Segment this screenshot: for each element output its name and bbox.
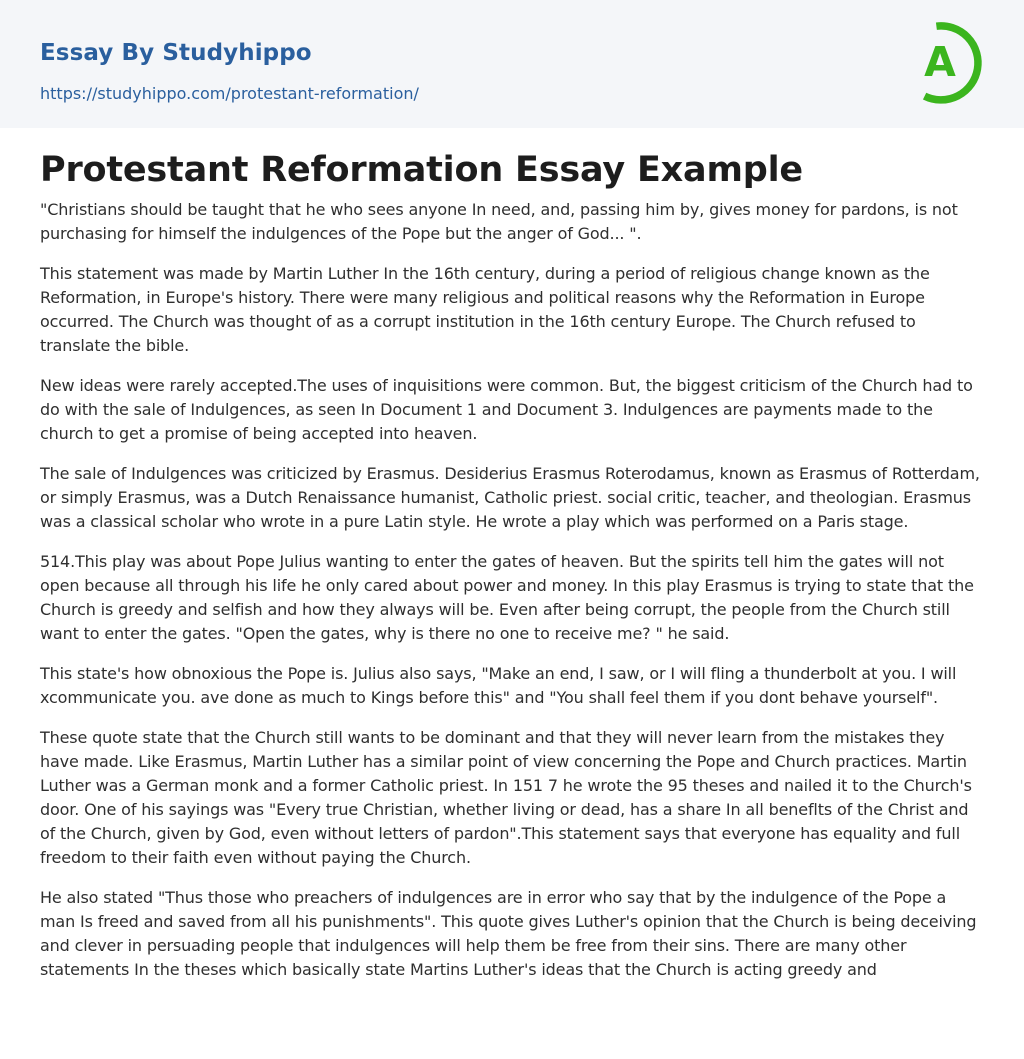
studyhippo-logo[interactable] [910,18,988,108]
logo-a-icon [910,18,988,108]
paragraph-5: 514.This play was about Pope Julius wanting to enter the gates of heaven. But the spirits tell him the gates will not open because all through his life he only cared about power and money. In this play Erasmus is trying to state that the Church is greedy and selfish and how they always will be. Even after being corrupt, the people from the Church still want to enter the gates. "Open the gates, why is there no one to receive me? " he said. [40,552,974,643]
site-header [0,0,1024,128]
paragraph-7: These quote state that the Church still wants to be dominant and that they will never learn from the mistakes they have made. Like Erasmus, Martin Luther has a similar point of view concerning the Pope and Church practices. Martin Luther was a German monk and a former Catholic priest. In 151 7 he wrote the 95 theses and nailed it to the Church's door. One of his sayings was "Every true Christian, whether living or dead, has a share In all beneflts of the Christ and of the Church, given by God, even without letters of pardon".This statement says that everyone has equality and full freedom to their faith even without paying the Church. [40,728,972,867]
paragraph-1: "Christians should be taught that he who sees anyone In need, and, passing him by, gives money for pardons, is not purchasing for himself the indulgences of the Pope but the anger of God... ". [40,200,958,243]
paragraph-8: He also stated "Thus those who preachers of indulgences are in error who say that by the indulgence of the Pope a man Is freed and saved from all his punishments". This quote gives Luther's opinion that the Church is being deceiving and clever in persuading people that indulgences will help them be free from their sins. There are many other statements In the theses which basically state Martins Luther's ideas that the Church is acting greedy and [40,888,977,979]
brand-title[interactable]: Essay By Studyhippo [40,40,312,66]
page-title: Protestant Reformation Essay Example [40,150,803,190]
paragraph-6: This state's how obnoxious the Pope is. Julius also says, "Make an end, I saw, or I will fling a thunderbolt at you. I will xcommunicate you. ave done as much to Kings before this" and "You shall feel them if you dont behave yourself". [40,664,957,707]
logo-letter: A [924,38,956,86]
paragraph-3: New ideas were rarely accepted.The uses of inquisitions were common. But, the biggest criticism of the Church had to do with the sale of Indulgences, as seen In Document 1 and Document 3. Indulgences are payments made to the church to get a promise of being accepted into heaven. [40,376,973,443]
article-content [40,128,984,998]
article-url-link[interactable]: https://studyhippo.com/protestant-reformation/ [40,84,419,103]
paragraph-2: This statement was made by Martin Luther In the 16th century, during a period of religious change known as the Reformation, in Europe's history. There were many religious and political reasons why the Reformation in Europe occurred. The Church was thought of as a corrupt institution in the 16th century Europe. The Church refused to translate the bible. [40,264,930,355]
paragraph-4: The sale of Indulgences was criticized by Erasmus. Desiderius Erasmus Roterodamus, known as Erasmus of Rotterdam, or simply Erasmus, was a Dutch Renaissance humanist, Catholic priest. social critic, teacher, and theologian. Erasmus was a classical scholar who wrote in a pure Latin style. He wrote a play which was performed on a Paris stage. [40,464,980,531]
